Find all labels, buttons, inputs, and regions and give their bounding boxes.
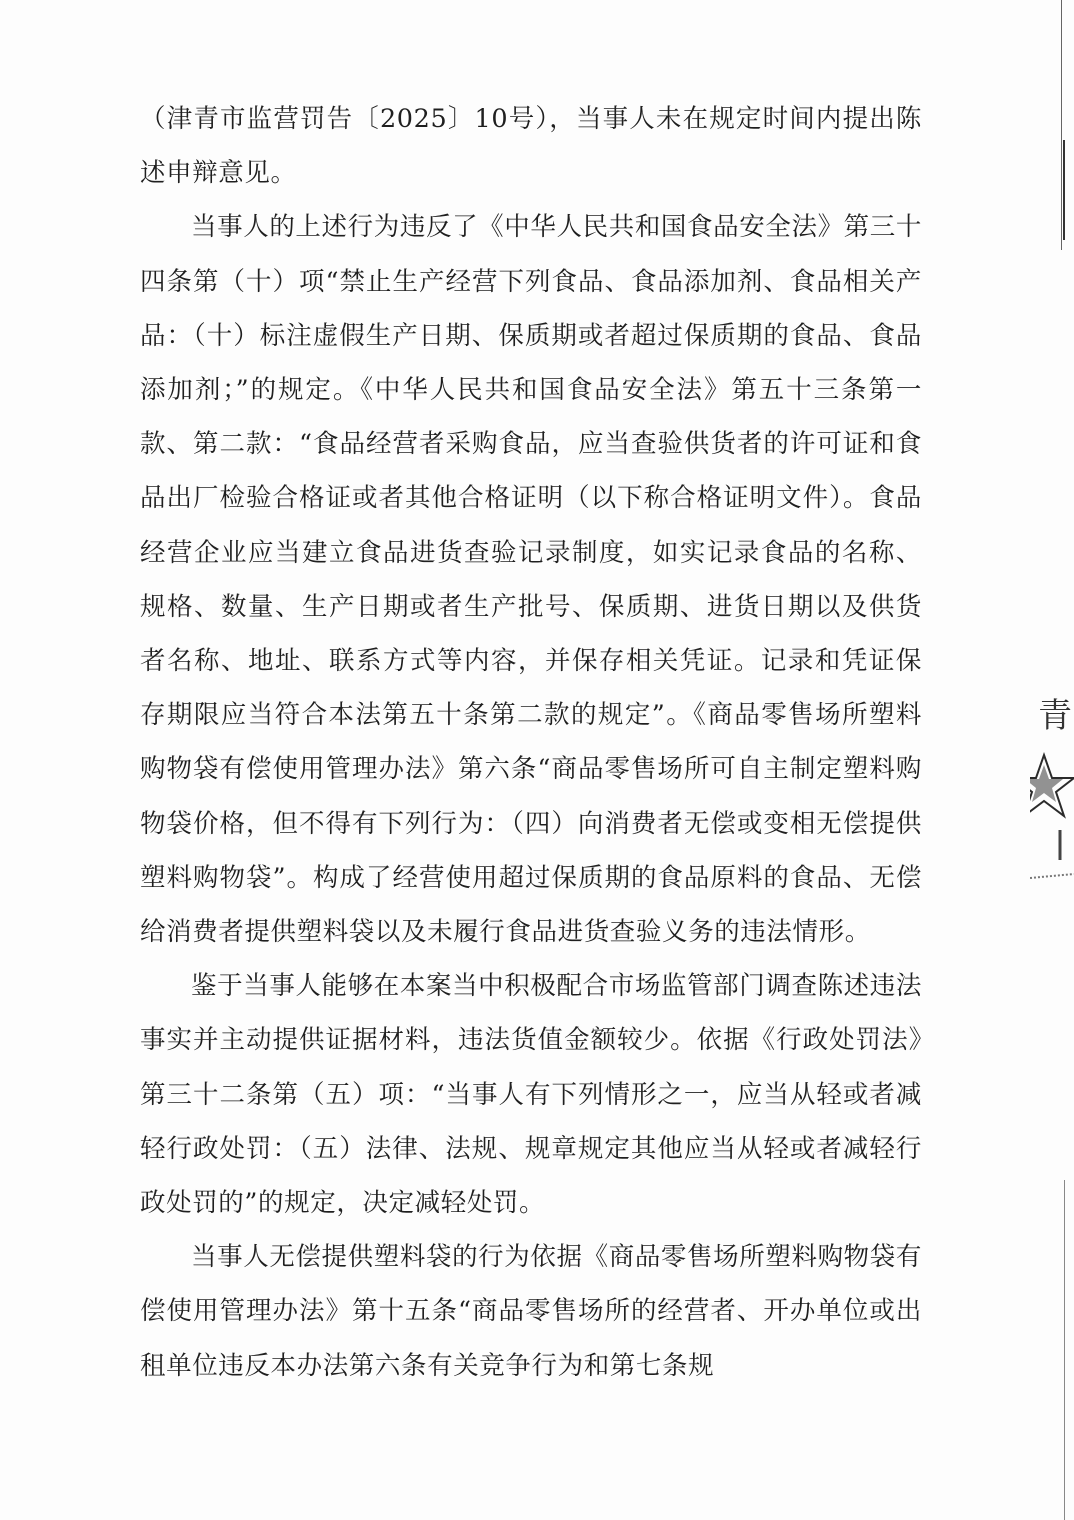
paragraph-plastic-bag-penalty: 当事人无偿提供塑料袋的行为依据《商品零售场所塑料购物袋有偿使用管理办法》第十五条“商品零售场所的经营者、开办单位或出租单位违反本办法第六条有关竞争行为和第七条规 — [140, 1242, 922, 1381]
paragraph-mitigation: 鉴于当事人能够在本案当中积极配合市场监管部门调查陈述违法事实并主动提供证据材料，违法货值金额较少。依据《行政处罚法》第三十二条第（五）项：“当事人有下列情形之一，应当从轻或者减轻行政处罚：（五）法律、法规、规章规定其他应当从轻或者减轻行政处罚的”的规定，决定减轻处罚。 — [140, 971, 922, 1219]
scan-edge-line-top — [1061, 0, 1062, 250]
paragraph-penalty-notice-ref: （津青市监营罚告〔2025〕10号），当事人未在规定时间内提出陈述申辩意见。 — [140, 104, 922, 189]
seal-text-fragment: 青 — [1038, 696, 1070, 736]
document-body — [140, 92, 922, 1393]
paragraph-legal-violation: 当事人的上述行为违反了《中华人民共和国食品安全法》第三十四条第（十）项“禁止生产经营下列食品、食品添加剂、食品相关产品：（十）标注虚假生产日期、保质期或者超过保质期的食品、食品添加剂；”的规定。《中华人民共和国食品安全法》第五十三条第一款、第二款：“食品经营者采购食品，应当查验供货者的许可证和食品出厂检验合格证或者其他合格证明（以下称合格证明文件）。食品经营企业应当建立食品进货查验记录制度，如实记录食品的名称、规格、数量、生产日期或者生产批号、保质期、进货日期以及供货者名称、地址、联系方式等内容，并保存相关凭证。记录和凭证保存期限应当符合本法第五十条第二款的规定”。《商品零售场所塑料购物袋有偿使用管理办法》第六条“商品零售场所可自主制定塑料购物袋价格，但不得有下列行为：（四）向消费者无偿或变相无偿提供塑料购物袋”。构成了经营使用超过保质期的食品原料的食品、无偿给消费者提供塑料袋以及未履行食品进货查验义务的违法情形。 — [140, 212, 922, 948]
scan-edge-line-bottom — [1064, 1180, 1065, 1520]
scan-edge-line-upper — [1063, 140, 1065, 240]
official-seal-partial — [1030, 660, 1074, 890]
